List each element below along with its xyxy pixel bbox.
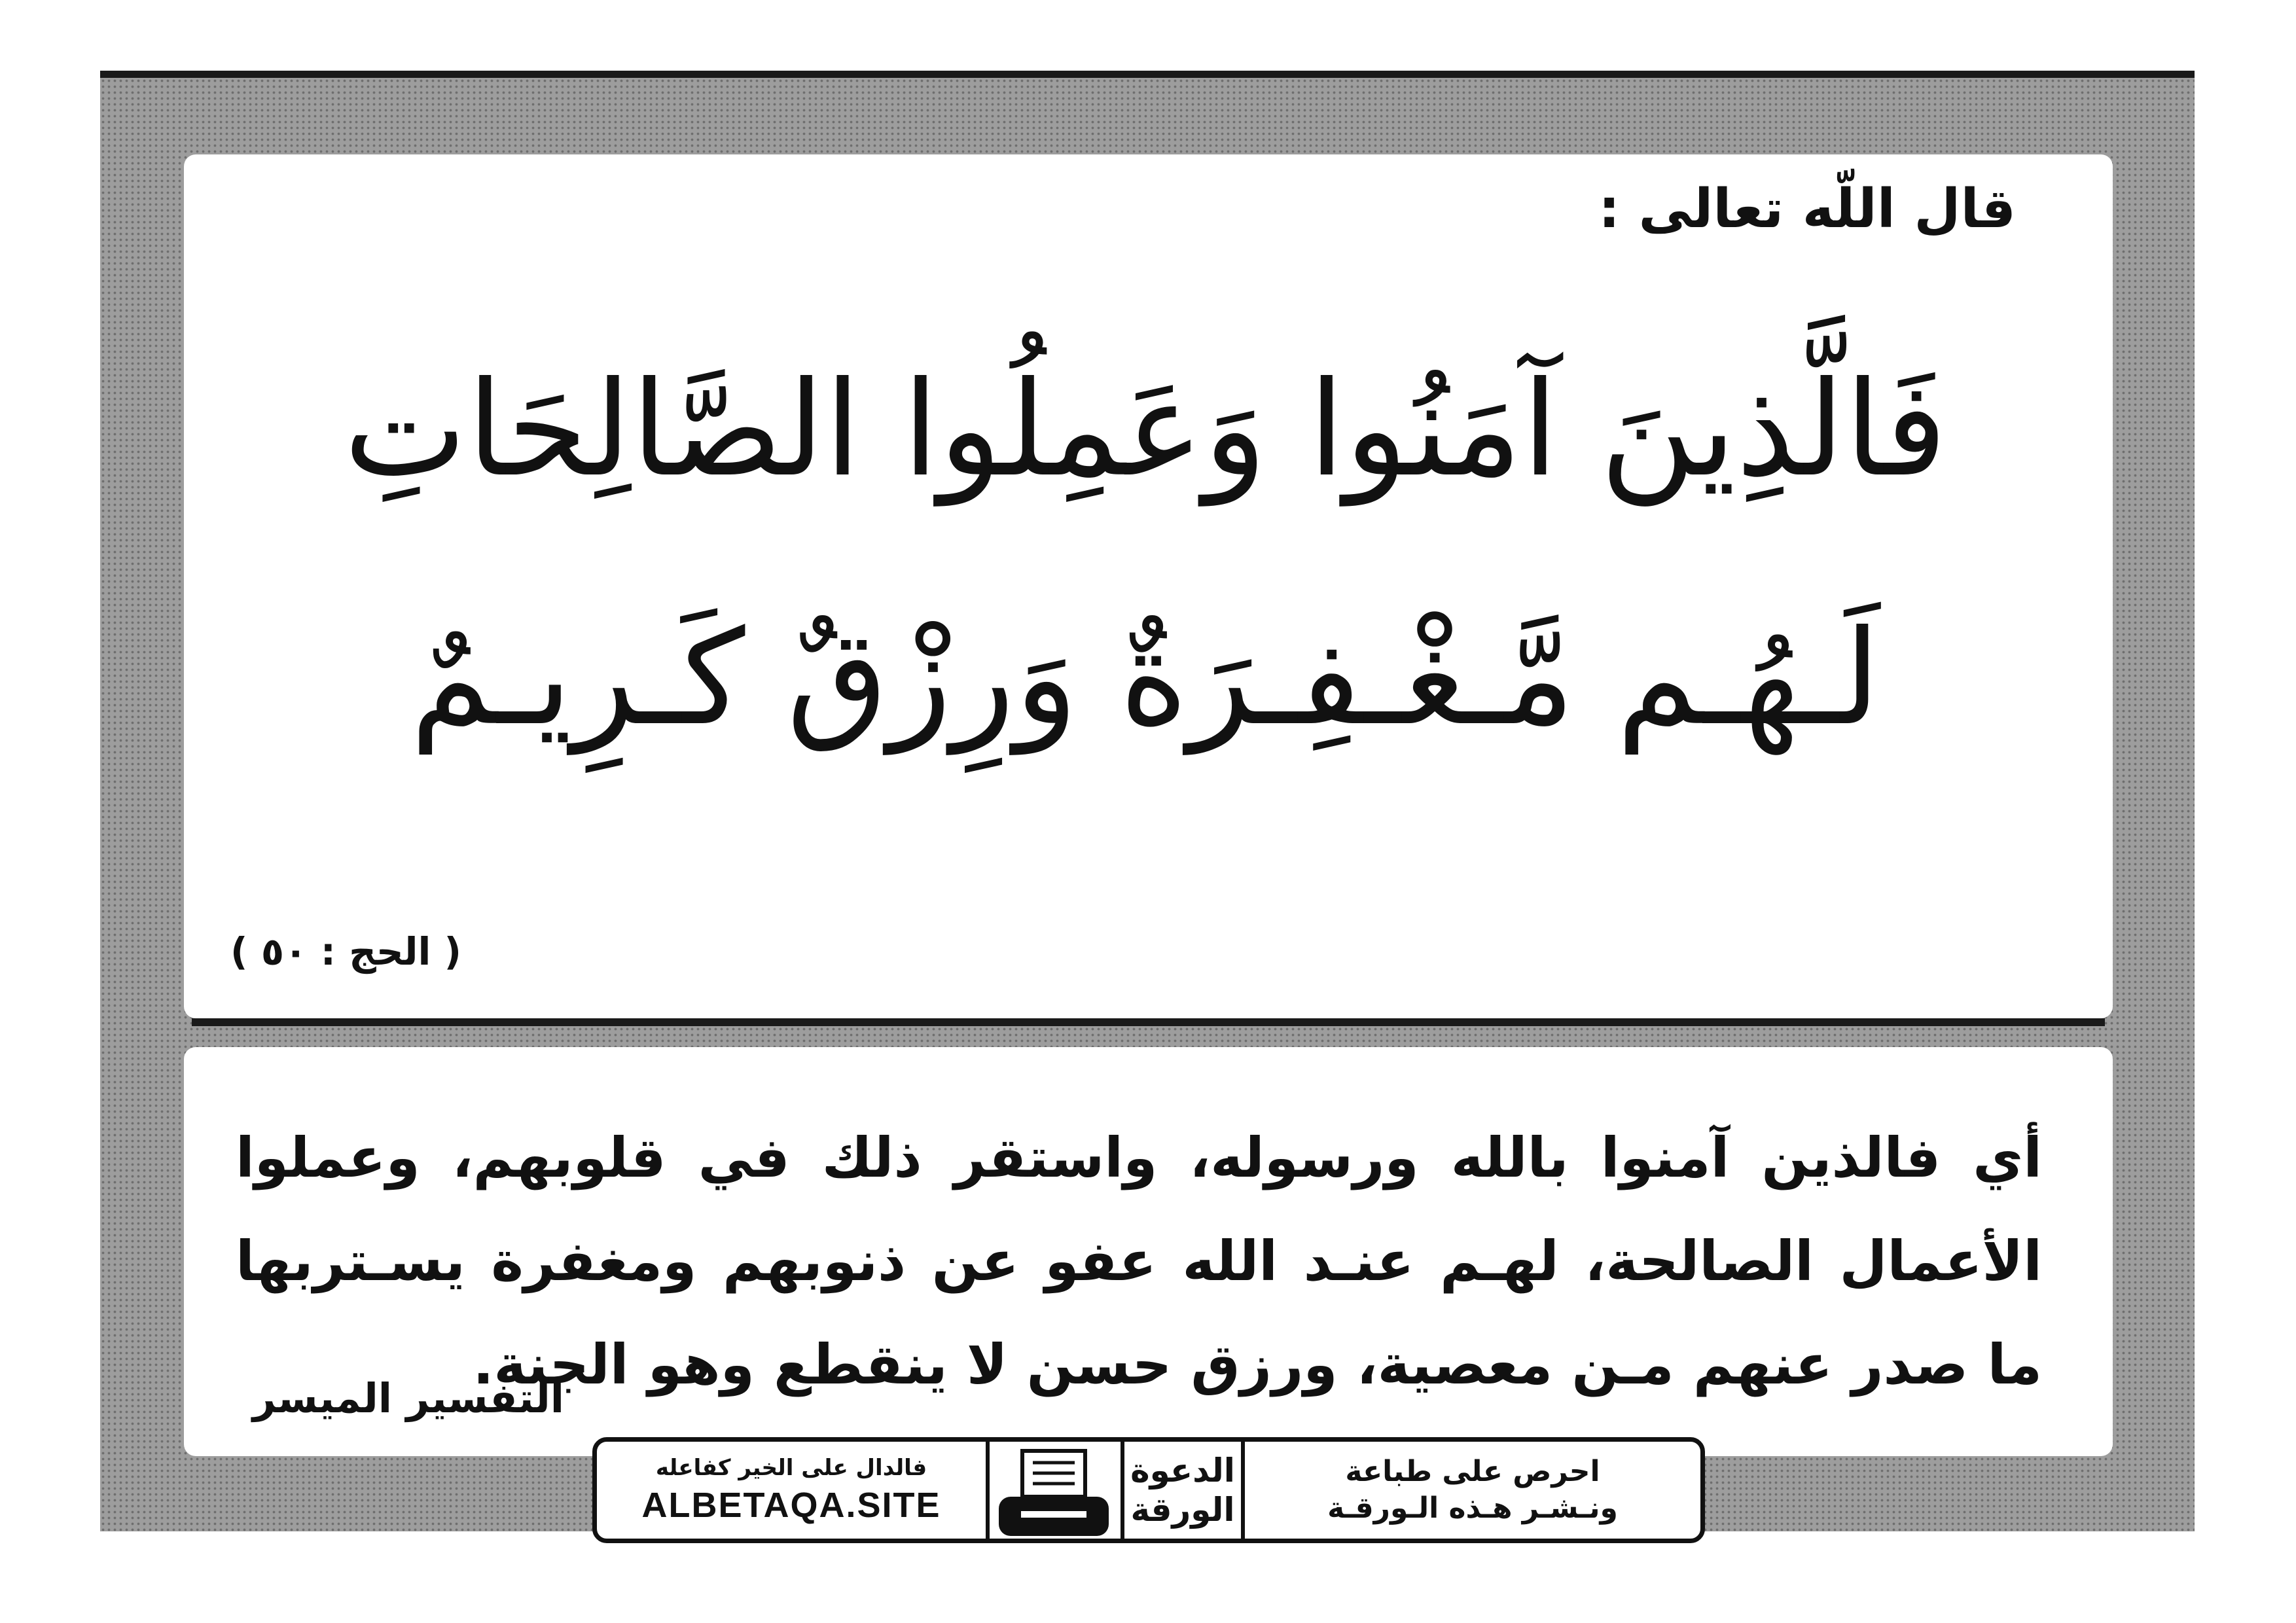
dawah-logo <box>1121 1442 1245 1539</box>
verse-line-2: لَـهُـم مَّـغْـفِـرَةٌ وَرِزْقٌ كَـرِيـمٌ <box>410 602 1881 755</box>
logo-word-2: الورقة <box>1130 1491 1235 1529</box>
tafsir-source: التفسير الميسر <box>252 1374 564 1422</box>
site-link[interactable]: ALBETAQA.SITE <box>641 1486 941 1525</box>
verse-line-1: فَالَّذِينَ آمَنُوا وَعَمِلُوا الصَّالِحَاتِ <box>344 353 1947 506</box>
verse-card <box>184 154 2113 1018</box>
banner-slogan-block <box>1245 1442 1700 1539</box>
verse-reference: ( الحج : ٥٠ ) <box>230 929 462 974</box>
banner-site-block <box>597 1442 990 1539</box>
logo-word-1: الدعوة <box>1130 1452 1235 1489</box>
footer-banner <box>592 1437 1705 1543</box>
slogan-line-1: احرص على طباعة <box>1345 1455 1600 1488</box>
banner-tagline: فالدال على الخير كفاعله <box>655 1455 927 1481</box>
printer-icon <box>995 1448 1113 1540</box>
verse-intro: قال اللّه تعالى : <box>1598 178 2016 240</box>
divider-line <box>192 1018 2105 1026</box>
slogan-line-2: ونـشـر هـذه الـورقـة <box>1327 1491 1618 1525</box>
tafsir-text: أي فالذين آمنوا بالله ورسوله، واستقر ذلك في قلوبهم، وعملوا الأعمال الصالحة، لهـم عنـد الله عفو عن ذنوبهم ومغفرة يسـتربها ما صدر عنهم مـن معصية، ورزق حسن لا ينقطع وهو الجنة. <box>236 1126 2042 1397</box>
